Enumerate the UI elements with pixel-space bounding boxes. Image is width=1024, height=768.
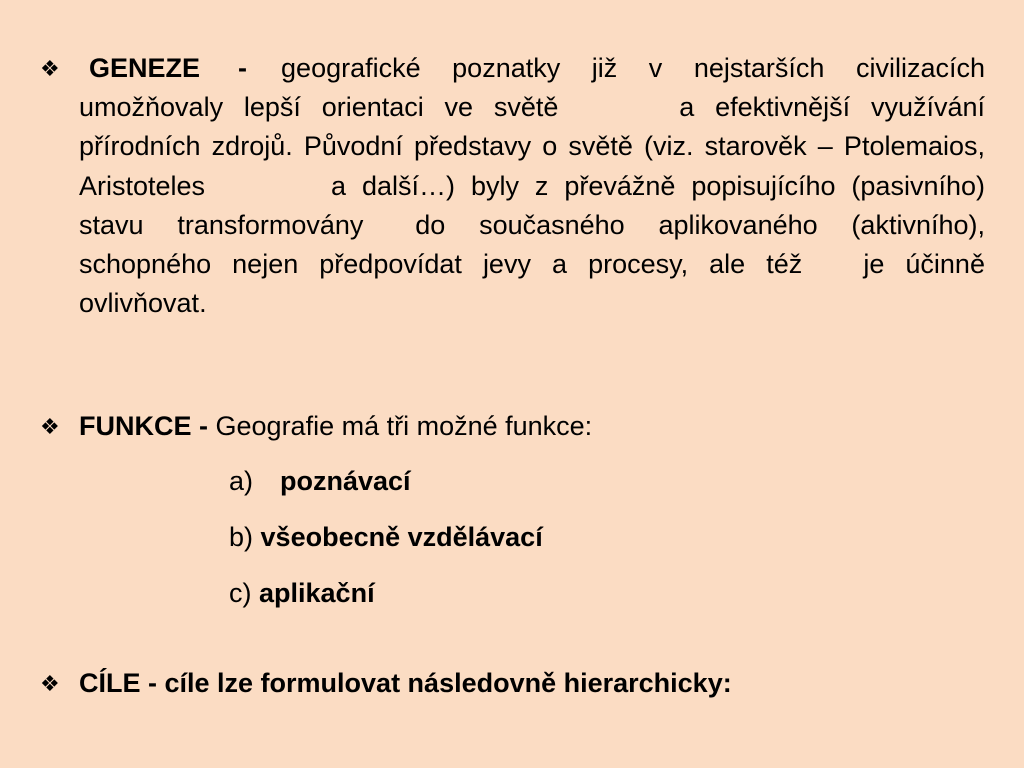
geneze-line-11: je <box>863 249 885 280</box>
geneze-line-12: účinně ovlivňovat. <box>79 249 985 319</box>
geneze-paragraph <box>79 49 985 323</box>
diamond-bullet-icon: ❖ <box>40 56 60 81</box>
list-marker: c) <box>229 578 252 608</box>
funkce-item-a <box>229 462 411 501</box>
geneze-dash: - <box>238 53 248 83</box>
geneze-line-3: a <box>679 92 695 123</box>
list-label: poznávací <box>280 466 411 496</box>
geneze-line-7: další…) byly z převážně popisujícího (pasivního) stavu <box>79 170 985 240</box>
geneze-line-10: schopného nejen předpovídat jevy a procesy, ale též <box>79 249 803 280</box>
funkce-line <box>79 407 592 446</box>
funkce-text: Geografie má tři možné funkce: <box>215 411 593 441</box>
list-label: všeobecně vzdělávací <box>260 522 543 552</box>
list-marker: b) <box>229 522 254 552</box>
list-marker: a) <box>229 466 254 496</box>
list-label: aplikační <box>259 578 375 608</box>
diamond-bullet-icon: ❖ <box>40 671 60 696</box>
geneze-line-2: civilizacích umožňovaly lepší orientaci ve světě <box>79 53 985 123</box>
funkce-item-c <box>229 574 375 613</box>
geneze-line-4: efektivnější využívání přírodních zdrojů. Původní představy <box>79 92 985 162</box>
geneze-line-8: transformovány <box>177 209 364 240</box>
geneze-line-1: geografické poznatky již v nejstarších <box>281 53 825 83</box>
geneze-line-9: do současného aplikovaného (aktivního), <box>415 209 985 240</box>
diamond-bullet-icon: ❖ <box>40 414 60 439</box>
geneze-line-6: a <box>331 170 347 201</box>
funkce-heading: FUNKCE - <box>79 411 208 441</box>
geneze-line-5: o světě (viz. starověk – Ptolemaios, Aristoteles <box>79 131 985 201</box>
geneze-heading: GENEZE <box>89 53 201 83</box>
cile-line: CÍLE - cíle lze formulovat následovně hierarchicky: <box>79 668 732 698</box>
funkce-item-b <box>229 518 543 557</box>
